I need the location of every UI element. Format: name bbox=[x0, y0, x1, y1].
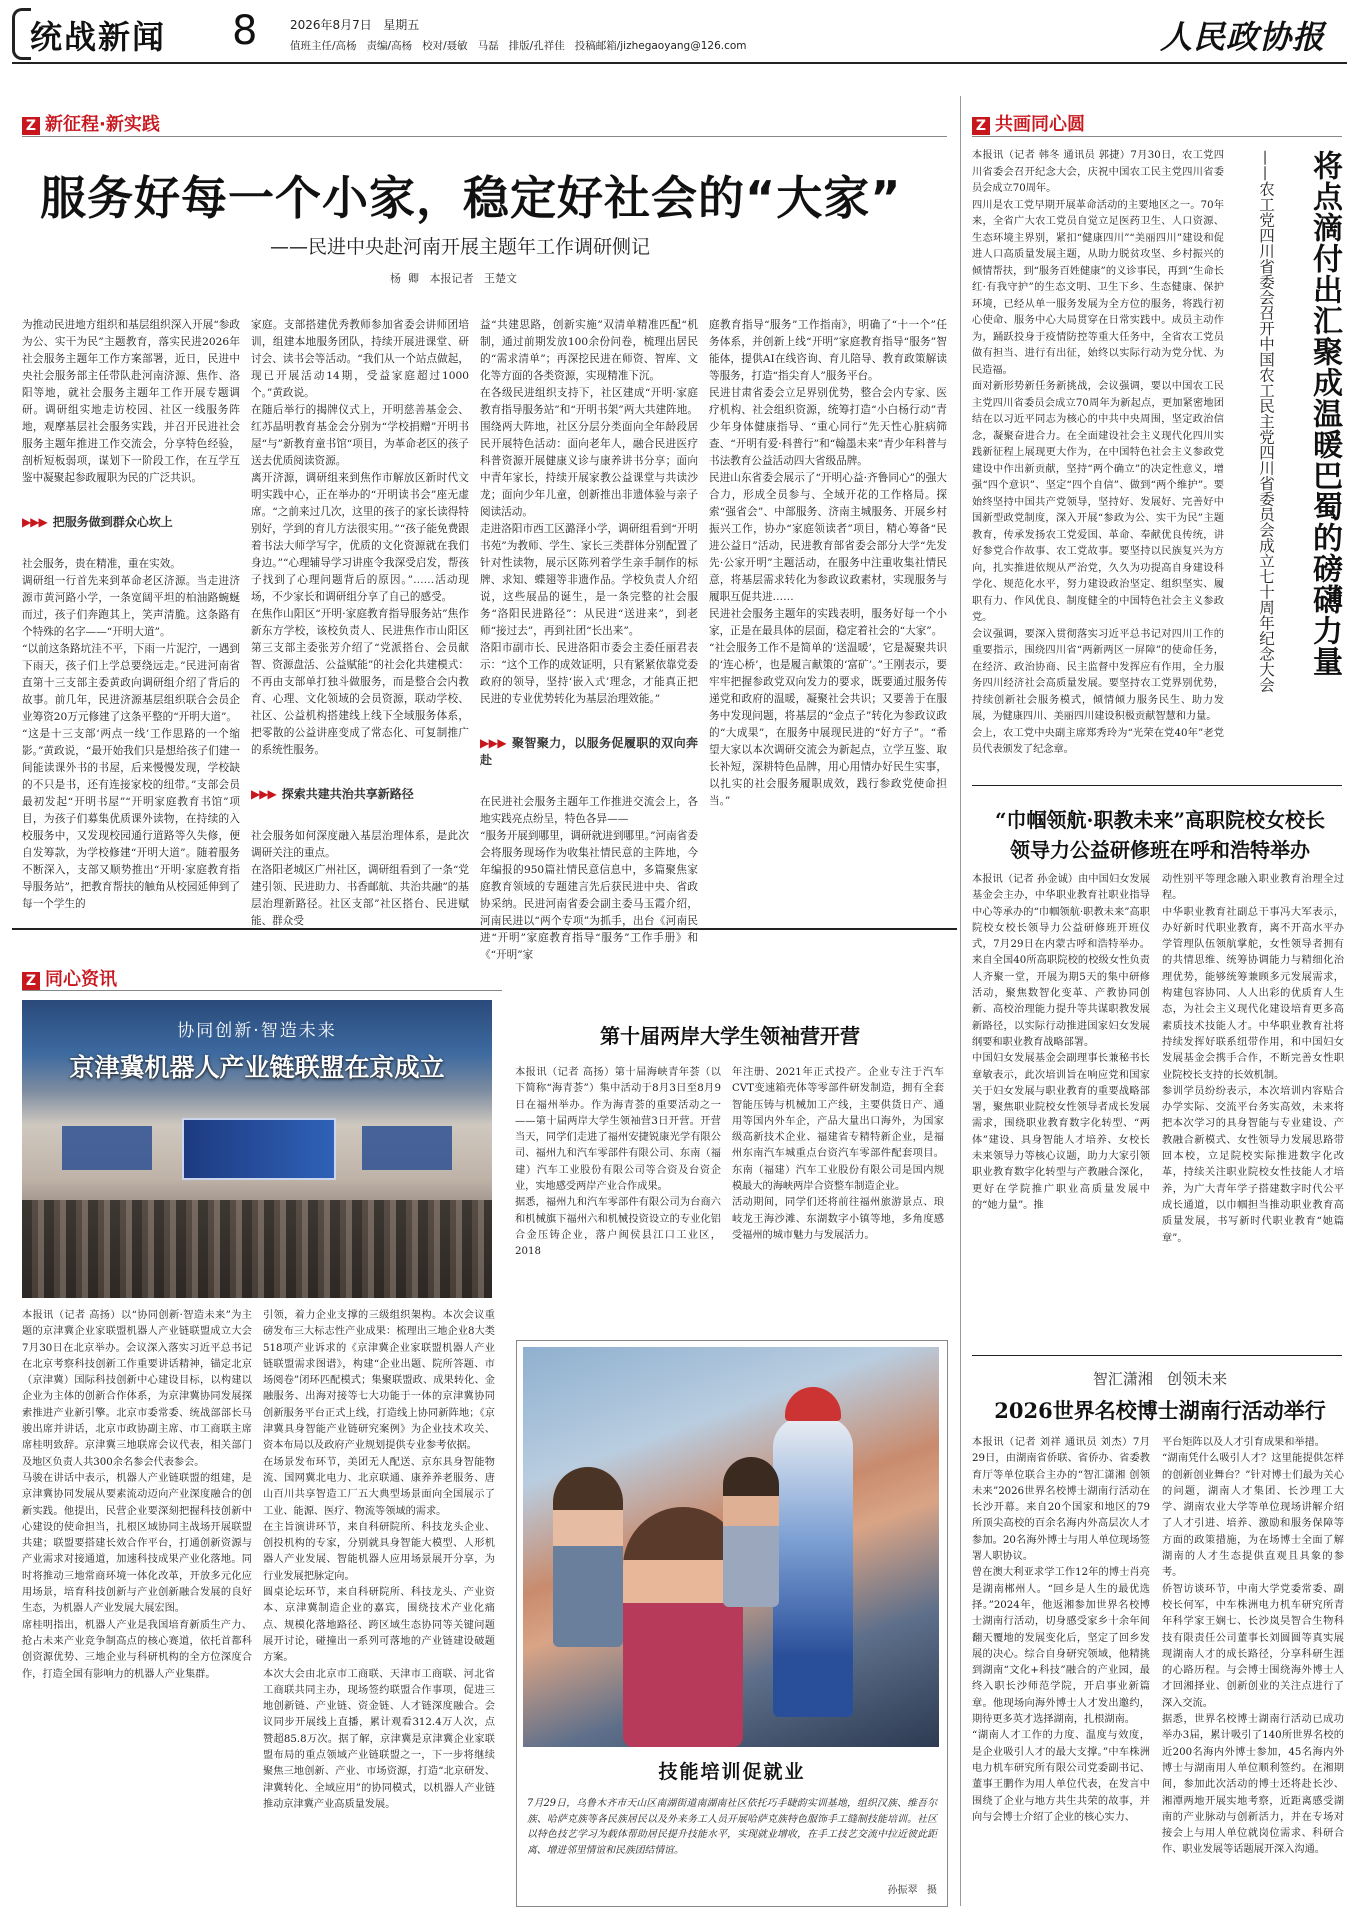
conference-photo bbox=[22, 1000, 492, 1298]
tongxin-column-2: 引领，着力企业支撑的三级组织架构。本次会议重磅发布三大标志性产业成果：梳理出三地企业8大类518项产业诉求的《京津冀企业家联盟机器人产业链联盟需求图谱》，构建“企业出题、院所答题、市场阅卷”闭环匹配模式；集聚联盟政、成果转化、金融服务、出海对接等七大功能于一体的京津冀协同创新服务平台正式上线，打造线上协同新阵地；《京津冀具身智能产业链研究案例》为企业技术攻关、资本布局以及政府产业规划提供专业参考依据。 在场景发布环节，美团无人配送、京东具身智能物流、国网冀北电力、北京联通、康养养老服务、唐山百川共享智造工厂五大典型场景面向全国展示了工业、能源、医疗、物流等领域的需求。 在主旨演讲环节，来自科研院所、科技龙头企业、创投机构的专家，分别就具身智能大模型、人形机器人产业发展、智能机器人应用场景展开分享，为行业发展把脉定向。 圆桌论坛环节，来自科研院所、科技龙头、产业资本、京津冀制造企业的嘉宾，围绕技术产业化痛点、规模化落地路径、跨区域生态协同等关键问题展开讨论，碰撞出一系列可落地的产业链建设破题方案。 本次大会由北京市工商联、天津市工商联、河北省工商联共同主办，现场签约联盟合作事项，促进三地创新链、产业链、资金链、人才链深度融合。会议同步开展线上直播，累计观看312.4万人次，点赞超85.8万次。据了解，京津冀是京津冀企业家联盟布局的重点领域产业链联盟之一，下一步将继续聚焦三地创新、产业、市场资源，打造“北京研发、津冀转化、全域应用”的协同模式，以机器人产业链推动京津冀产业高质量发展。 bbox=[263, 1310, 495, 1810]
lead-byline: 杨 卿 本报记者 王楚文 bbox=[390, 272, 517, 285]
vertical-rule bbox=[960, 96, 961, 1906]
photo2-caption-title: 技能培训促就业 bbox=[658, 1761, 806, 1783]
side3-column-1: 本报讯（记者 刘祥 通讯员 刘杰）7月29日，由湖南省侨联、省侨办、省委教育厅等单位联合主办的“智汇潇湘 创领未来”2026世界名校博士湖南行活动在长沙开幕。来自20个国家和地区的79所顶尖高校的百余名海内外高层次人才参加。20名海外博士与用人单位现场签署人职协议。 曾在澳大利亚求学工作12年的博士肖亮是湖南郴州人。“回乡是人生的最优选择。”2024年，他返湘参加世界名校博士湖南行活动，切身感受家乡十余年间翻天覆地的发展变化后，坚定了回乡发展的决心。综合自身研究领域，他精挑到湖南“文化+科技”融合的产业园，最终入职长沙师范学院，开启事业新篇章。他现场向海外博士人才发出邀约，期待更多英才选择湖南，扎根湖南。 “湖南人才工作的力度、温度与效度，是企业吸引人才的最大支撑。”中车株洲电力机车研究所有限公司党委副书记、董事王鹏作为用人单位代表，在发言中围绕了企业与地方共生共荣的故事，并向与会博士介绍了企业的核心实力、 bbox=[972, 1437, 1150, 1823]
side1-section-header bbox=[972, 110, 1085, 136]
masthead-bracket bbox=[12, 8, 31, 60]
side1-subtitle: ——农工党四川省委会召开中国农工民主党四川省委员会成立七十周年纪念大会 bbox=[1257, 150, 1275, 693]
side1-body: 本报讯（记者 韩冬 通讯员 郭捷）7月30日，农工党四川省委会召开纪念大会，庆祝中国农工民主党四川省委员会成立70周年。 四川是农工党早期开展革命活动的主要地区之一。70年来，全省广大农工党员自觉立足医药卫生、人口资源、生态环境主界别，紧扣“健康四川”“美丽四川”建设和促进人口高质量发展主题，从助力脱贫攻坚、乡村振兴的倾情帮扶，到“服务百姓健康”的义诊事民，再到“生命长红·有我守护”的生态文明、卫生下乡、生态健康、保护环境，已经从单一服务发展为全方位的服务，将践行初心使命、服务中心大局贯穿在日常实践中。成员主动作为，踊跃投身于疫情防控等重大任务中，全省农工党员做有担当、进行有出征，始终以实际行动为党分忧、为民造福。 面对新形势新任务新挑战，会议强调，要以中国农工民主党四川省委员会成立70周年为新起点，更加紧密地团结在以习近平同志为核心的中共中央周围，坚定政治信念，凝聚奋进合力。在全面建设社会主义现代化四川实践新征程上展现更大作为，在中国特色社会主义参政党建设中作出新贡献，坚持“两个确立”的决定性意义，增强“四个意识”、坚定“四个自信”、做到“两个维护”。要始终坚持中国共产党领导，坚持好、发展好、完善好中国新型政党制度，深入开展“参政为公、实干为民”主题教育，传承发扬农工党爱国、革命、奉献优良传统，讲好参党合作故事、农工党故事。要坚持以民族复兴为方向，扎实推进依规从严治党，久久为功提高自身建设科学化、规范化水平，努力建设政治坚定、组织坚实、履职有力、作风优良、制度健全的中国特色社会主义参政党。 会议强调，要深入贯彻落实习近平总书记对四川工作的重要指示，围绕四川省“两新两区一屏障”的使命任务，在经济、政治协商、民主监督中发挥应有作用，全力服务四川经济社会高质量发展。要坚持农工党界别优势，持续创新社会服务模式，倾情倾力服务民生、助力发展，为健康四川、美丽四川建设积极贡献智慧和力量。 会上，农工党中央副主席郑秀玲为“光荣在党40年”老党员代表颁发了纪念章。 bbox=[972, 150, 1224, 755]
section-name: 统战新闻 bbox=[30, 18, 167, 56]
photo2-frame bbox=[516, 1340, 948, 1907]
lead-column-2 bbox=[251, 300, 469, 1090]
section-rule bbox=[22, 990, 502, 991]
lead-paragraph: 在民进社会服务主题年工作推进交流会上，各地实践亮点纷呈，特色各异—— “服务开展到哪里，调研就进到哪里。”河南省委会将服务现场作为收集社情民意的主阵地，今年编报的950篇社情民意信息中，多篇聚焦家庭教育领域的专题建言先后获民进中央、省政协采纳。民进河南省委会副主委马玉霞介绍，河南民进以“两个专项”为抓手，出台《河南民进“开明”家庭教育指导“服务”工作手册》和《“开明”家 bbox=[480, 796, 698, 961]
staff-line: 值班主任/高杨 责编/高杨 校对/聂敏 马磊 排版/孔祥佳 投稿邮箱/jizhegaoyang@126.com bbox=[290, 40, 747, 52]
lead-paragraph: 家庭。支部搭建优秀教师参加省委会讲师团培训，组建本地服务团队，持续开展进课堂、研讨会、读书会等活动。“我们从一个站点做起，现已开展活动14期，受益家庭超过1000个。”黄政说。 在随后举行的揭牌仪式上，开明慈善基金会、红苏晶明教育基金会分别为“学校捐赠”开明书屋“与”新教育童书馆“项目，为革命老区的孩子送去优质阅读资源。 离开济源，调研组来到焦作市解放区新时代文明实践中心，正在举办的“开明读书会”座无虚席。“之前来过几次，这里的孩子的家长读得特别好，学到的育儿方法很实用。”“孩子能免费跟着书法大师学写字，优质的文化资源就在我们身边。”“心理辅导学习讲座令我深受启发，帮孩子找到了心理问题背后的原因。”……活动现场，不少家长和调研组分享了自己的感受。 在焦作山阳区“开明·家庭教育指导服务站”焦作新东方学校，该校负责人、民进焦作市山阳区第三支部主委张芳介绍了“党派搭台、会员献智、资源盘活、公益赋能”的社会化共建模式：不再由支部单打独斗做服务，而是整合会内教育、心理、文化领域的会员资源，联动学校、社区、公益机构搭建线上线下全域服务体系，把零散的公益讲座变成了常态化、可复制推广的系统性服务。 bbox=[251, 319, 469, 756]
audience bbox=[22, 1200, 492, 1298]
lead-paragraph: 社会服务如何深度融入基层治理体系，是此次调研关注的重点。 在洛阳老城区广州社区，调研组看到了一条“党建引领、民进助力、书香邮航、共治共融”的基层治理新路径。社区支部”社区搭台、民进赋能、群众受 bbox=[251, 830, 469, 927]
side2-column-2: 动性别平等理念融入职业教育治理全过程。 中华职业教育社副总干事冯大军表示，办好新时代职业教育，离不开高水平办学管理队伍领航掌舵，女性领导者拥有的共情思维、统筹协调能力与精细化治理优势，能够统筹兼顾多元发展需求，构建包容协同、人人出彩的优质育人生态，为社会主义现代化建设培育更多高素质技术技能人才。中华职业教育社将持续发挥好联系纽带作用，和中国妇女发展基金会携手合作，不断完善女性职业院校长支持的长效机制。 参训学员纷纷表示，本次培训内容贴合办学实际、交流平台务实高效，未来将把本次学习的具身智能与专业建设、产教融合新模式、女性领导力发展思路带回本校，立足院校实际推进数字化改革，持续关注职业院校女性技能人才培养，为广大青年学子搭建数字时代公平成长通道，以巾帼担当推动职业教育高质量发展，书写新时代职业教育“她篇章”。 bbox=[1162, 874, 1344, 1244]
photo2-caption: 7月29日，乌鲁木齐市天山区南湖街道南湖南社区依托巧手睫韵实训基地，组织汉族、维吾尔族、哈萨克族等各民族居民以及外来务工人员开展哈萨克族特色服饰手工缝制技能培训。社区以特色技艺学习为载体帮助居民提升技能水平，实现就业增收，在手工技艺交流中拉近彼此距离、增进邻里情谊和民族团结情谊。 bbox=[527, 1798, 937, 1856]
section-rule bbox=[972, 785, 1342, 786]
lead-headline: 服务好每一个小家，稳定好社会的“大家” bbox=[40, 171, 902, 225]
triple-arrow-icon: ▶▶▶ bbox=[22, 515, 47, 529]
tongxin-column-1: 本报讯（记者 高扬）以“协同创新·智造未来”为主题的京津冀企业家联盟机器人产业链联盟成立大会7月30日在北京举办。会议深入落实习近平总书记在北京考察科技创新工作重要讲话精神，锚定北京（京津冀）国际科技创新中心建设目标，以构建以企业为主体的创新合作体系，为京津冀协同发展探索推进产业新引擎。北京市委常委、统战部部长马骏出席并讲话，北京市政协副主席、市工商联主席席桂明致辞。京津冀三地联席会议代表，相关部门及地区负责人共300余名参会代表参会。 马骏在讲话中表示，机器人产业链联盟的组建，是京津冀协同发展从要素流动迈向产业深度融合的创新实践。他提出，民营企业要深刻把握科技创新中心建设的使命担当，扎根区域协同主战场开展联盟共建；联盟要搭建长效合作平台，打通创新资源与产业需求对接通道，加速科技成果产业化落地。同时将推动三地常商环境一体化改革，开放多元化应用场景，培育科技创新与产业创新融合发展的良好生态，为机器人产业发展大展宏图。 席桂明指出，机器人产业是我国培育新质生产力、抢占未来产业竞争制高点的核心赛道，依托首都科创资源优势、三地企业与科研机构的全方位深度合作，打造全国有影响力的机器人产业集群。 bbox=[22, 1310, 252, 1680]
lead-subhead-2: ▶▶▶ 探索共建共治共享新路径 bbox=[251, 787, 414, 801]
date-line: 2026年8月7日 星期五 bbox=[290, 18, 420, 32]
stage-screen-right bbox=[362, 1126, 452, 1170]
side1-title: 将点滴付出汇聚成温暖巴蜀的磅礴力量 bbox=[1307, 150, 1342, 677]
embroidered-cap bbox=[785, 1387, 841, 1421]
youth-camp-column-2: 年注册、2021年正式投产。企业专注于汽车CVT变速箱壳体等零部件研发制造，拥有全套智能压铸与机械加工产线，主要供货日产、通用等国内外车企，产品大量出口海外，为国家级高新技术企业、福建省专精特新企业，是福州东南汽车城重点台资汽车零部件配套项目。东南（福建）汽车工业股份有限公司是国内规模最大的海峡两岸合资整车制造企业。 活动期间，同学们还将前往福州旅游景点、琅岐龙王海沙滩、东湖数字小镇等地，多角度感受福州的城市魅力与发展活力。 bbox=[732, 1067, 944, 1241]
masthead bbox=[0, 0, 1357, 62]
lead-subhead-1: ▶▶▶ 把服务做到群众心坎上 bbox=[22, 515, 173, 529]
lead-section-header bbox=[22, 110, 160, 136]
photo-headline: 京津冀机器人产业链联盟在京成立 bbox=[69, 1053, 445, 1082]
section-label: 同心资讯 bbox=[45, 969, 117, 990]
photo-credit: 孙振翠 摄 bbox=[887, 1885, 937, 1896]
lead-paragraph: 庭教育指导“服务”工作指南》，明确了“十一个”任务体系，并创新上线“开明”家庭教育指导“服务”智能体，提供AI在线咨询、育儿陪导、教育政策解读等服务，打造“指尖育人”服务平台。 民进甘肃省委会立足界别优势，整合会内专家、医疗机构、社会组织资源，统筹打造“小白杨行动”青少年身体健康指导、“重心同行”先天性心脏病筛查、“开明有爱·科普行”和“翰墨未来”青少年科普与书法教育公益活动四大省级品牌。 民进山东省委会展示了“开明心益·齐鲁同心”的强大合力，形成全员参与、全域开花的工作格局。探索“强省会”、中部服务、济南主城服务、开展乡村振兴工作，协办“家庭领读者”项目，精心筹备“民进公益日”活动，民进教育部省委会部分大学“先发先·公家开明”主题活动，在服务中注重收集社情民意，将基层需求转化为参政议政素材，实现服务与履职互促共进…… 民进社会服务主题年的实践表明，服务好每一个小家，正是在最具体的层面，稳定着社会的“大家”。 “社会服务工作不是简单的‘送温暖’，它是凝聚共识的‘连心桥’，也是履言献策的‘富矿’。”王刚表示，要牢牢把握参政党双向发力的要求，既要通过服务传递党和政府的温暖，凝聚社会共识；又要善于在服务中发现问题，将基层的“金点子”转化为参政议政的“大成果”，在服务中展现民进的“好方子”。“希望大家以本次调研交流会为新起点，立学互鉴、取长补短，深耕特色品牌，用心用情办好民生实事，以扎实的社会服务履职成效，践行参政党使命担当。” bbox=[709, 319, 947, 807]
z-logo-icon: Z bbox=[22, 117, 40, 135]
triple-arrow-icon: ▶▶▶ bbox=[251, 787, 276, 801]
lead-paragraph: 为推动民进地方组织和基层组织深入开展“参政为公、实干为民”主题教育，落实民进2026年社会服务主题年工作方案部署，近日，民进中央社会服务部主任带队赴河南济源、焦作、洛阳等地，就社会服务主题年工作开展专题调研。调研组实地走访校园、社区一线服务阵地，观摩基层社会服务实践，并召开民进社会服务主题年推进工作交流会，分享特色经验，剖析短板弱项，谋划下一阶段工作，在互学互鉴中凝聚起参政履职为民的广泛共识。 bbox=[22, 319, 240, 484]
tongxin-section-header bbox=[22, 965, 117, 991]
youth-camp-title: 第十届两岸大学生领袖营开营 bbox=[600, 1024, 860, 1048]
stage-screen bbox=[182, 1118, 336, 1180]
z-logo-icon: Z bbox=[972, 117, 990, 135]
section-label: 新征程·新实践 bbox=[45, 114, 160, 135]
side3-column-2: 平台矩阵以及人才引育成果和举措。 “湖南凭什么吸引人才？这里能提供怎样的创新创业舞台？”针对博士们最为关心的问题，湖南人才集团、长沙理工大学、湖南农业大学等单位现场讲解介绍了人才引进、培养、激励和服务保障等方面的政策措施，为在场博士全面了解湖南的人才生态提供直观且具象的参考。 侨智访谈环节，中南大学党委常委、副校长何军，中车株洲电力机车研究所青年科学家王娴七、长沙岚昊智合生物科技有限责任公司董事长刘圆圆等真实展现湖南人才的成长路径，分享科研生涯的心路历程。与会博士围绕海外博士人才回湘择业、创新创业的关注点进行了深入交流。 据悉，世界名校博士湖南行活动已成功举办3届，累计吸引了140所世界名校的近200名海内外博士参加，45名海内外博士与湖南用人单位顺利签约。在湘期间，参加此次活动的博士还将赴长沙、湘潭两地开展实地考察，近距离感受湖南的产业脉动与创新活力，并在专场对接会上与用人单位就岗位需求、科研合作、职业发展等话题展开深入沟通。 bbox=[1162, 1437, 1344, 1856]
section-label: 共画同心圆 bbox=[995, 114, 1085, 135]
skills-training-photo bbox=[523, 1347, 939, 1747]
lead-paragraph: 益“共建思路，创新实施”双清单精准匹配“机制，通过前期发放100余份问卷，梳理出居民的“需求清单”；再深挖民进在师资、智库、文化等方面的各类资源，实现精准下沉。 在各级民进组织支持下，社区建成“开明·家庭教育指导服务站”和“开明书架”两大共建阵地。围绕两大阵地，社区分层分类面向全年龄段居民开展特色活动：面向老年人，融合民进医疗科普资源开展健康义诊与康养讲书分享；面向中青年家长，持续开展家教公益课堂与共读沙龙；面向少年儿童，创新推出非遗体验与亲子阅读活动。 走进洛阳市西工区潞泽小学，调研组看到“开明书苑”为教师、学生、家长三类群体分别配置了针对性读物，展示区陈列着学生亲手制作的标牌、求知、蝶翅等非遗作品。学校负责人介绍说，这些展品的诞生，是一条完整的社会服务“洛阳民进路径”：从民进“送进来”，到老师“接过去”，再到社团“长出来”。 洛阳市副市长、民进洛阳市委会主委任丽君表示：“这个工作的成效证明，只有紧紧依靠党委政府的领导，坚持‘嵌入式’理念，才能真正把民进的专业优势转化为基层治理效能。” bbox=[480, 319, 698, 705]
mannequin bbox=[773, 1417, 853, 1717]
section-rule bbox=[12, 928, 957, 930]
stage-screen-left bbox=[62, 1126, 152, 1170]
photo-kicker: 协同创新·智造未来 bbox=[177, 1021, 337, 1041]
z-logo-icon: Z bbox=[22, 972, 40, 990]
trainee-3 bbox=[723, 1457, 779, 1607]
masthead-rule bbox=[12, 62, 1347, 64]
side3-title: 2026世界名校博士湖南行活动举行 bbox=[994, 1398, 1326, 1423]
side3-kicker: 智汇潇湘 创领未来 bbox=[1092, 1370, 1228, 1388]
section-rule bbox=[972, 136, 1342, 137]
lead-column-3 bbox=[480, 300, 698, 1090]
lead-subhead-3: ▶▶▶ 聚智聚力，以服务促履职的双向奔赴 bbox=[480, 736, 698, 767]
trainee-2 bbox=[553, 1467, 623, 1647]
lead-column-4 bbox=[709, 300, 947, 1090]
youth-camp-column-1: 本报讯（记者 高扬）第十届海峡青年荟（以下简称“海青荟”）集中活动于8月3日至8月9日在福州举办。作为海青荟的重要活动之一——第十届两岸大学生领袖营3日开营。开营当天，同学们走进了福州安捷锐康光学有限公司、福州九和汽车零部件有限公司、东南（福建）汽车工业股份有限公司等合资及台资企业，实地感受两岸产业合作成果。 据悉，福州九和汽车零部件有限公司为台商六和机械旗下福州六和机械投资设立的专业化铝合金压铸企业，落户闽侯县江口工业区，2018 bbox=[515, 1067, 721, 1258]
section-rule bbox=[22, 136, 947, 137]
newspaper-logo: 人民政协报 bbox=[1160, 18, 1326, 56]
section-rule bbox=[972, 1355, 1342, 1356]
side2-column-1: 本报讯（记者 孙金诚）由中国妇女发展基金会主办，中华职业教育社职业指导中心等承办的“巾帼领航·职教未来”高职院校女校长领导力公益研修班开班仪式，7月29日在内蒙古呼和浩特举办。来自全国40所高职院校的校级女性负责人齐聚一堂，开展为期5天的集中研修活动，聚焦数智化变革、产教协同创新、高校治理能力提升等共谋职教发展新路径，以实际行动推进国家妇女发展纲要和职业教育战略部署。 中国妇女发展基金会副理事长兼秘书长章敏表示，此次培训旨在响应党和国家关于妇女发展与职业教育的重要战略部署，聚焦职业院校女性领导者成长发展需求，围绕职业教育数字化转型、“两体”建设、具身智能人才培养、女校长未来领导力等核心议题，助力大家引领职业教育数字化转型与产教融合深化，更好在学院推广职业高质量发展中的“她力量”。推 bbox=[972, 874, 1150, 1211]
triple-arrow-icon: ▶▶▶ bbox=[480, 736, 506, 750]
page-number: 8 bbox=[232, 8, 258, 54]
lead-subtitle: ——民进中央赴河南开展主题年工作调研侧记 bbox=[270, 236, 651, 258]
lead-paragraph: 社会服务，贵在精准，重在实效。 调研组一行首先来到革命老区济源。当走进济源市黄河路小学，一条宽阔平坦的柏油路蜿蜒而过，孩子们奔跑其上，笑声清脆。这条路有个特殊的名字——“开明大道”。 “以前这条路坑洼不平，下雨一片泥泞，一遇到下雨天，孩子们上学总要绕远走。”民进河南省直第十三支部主委黄政向调研组介绍了背后的故事。前几年，民进济源基层组织联合会员企业筹资20万元修建了这条平整的“开明大道”。 “这是十三支部‘两点一线’工作思路的一个缩影。”黄政说，“最开始我们只是想给孩子们建一间能读课外书的书屋，后来慢慢发现，学校缺的不只是书，还有连接家校的纽带。”支部会员最初发起“开明书屋”“开明家庭教育书馆”项目，为孩子们募集优质课外读物，在持续的入校服务中，又发现校园通行道路等久失修，便自发筹款，为学校修建“开明大道”。随着服务不断深入，支部又顺势推出“开明·家庭教育指导服务站”，把教育帮扶的触角从校园延伸到了每一个学生的 bbox=[22, 558, 240, 910]
side2-title: “巾帼领航·职教未来”高职院校女校长领导力公益研修班在呼和浩特举办 bbox=[995, 808, 1325, 862]
